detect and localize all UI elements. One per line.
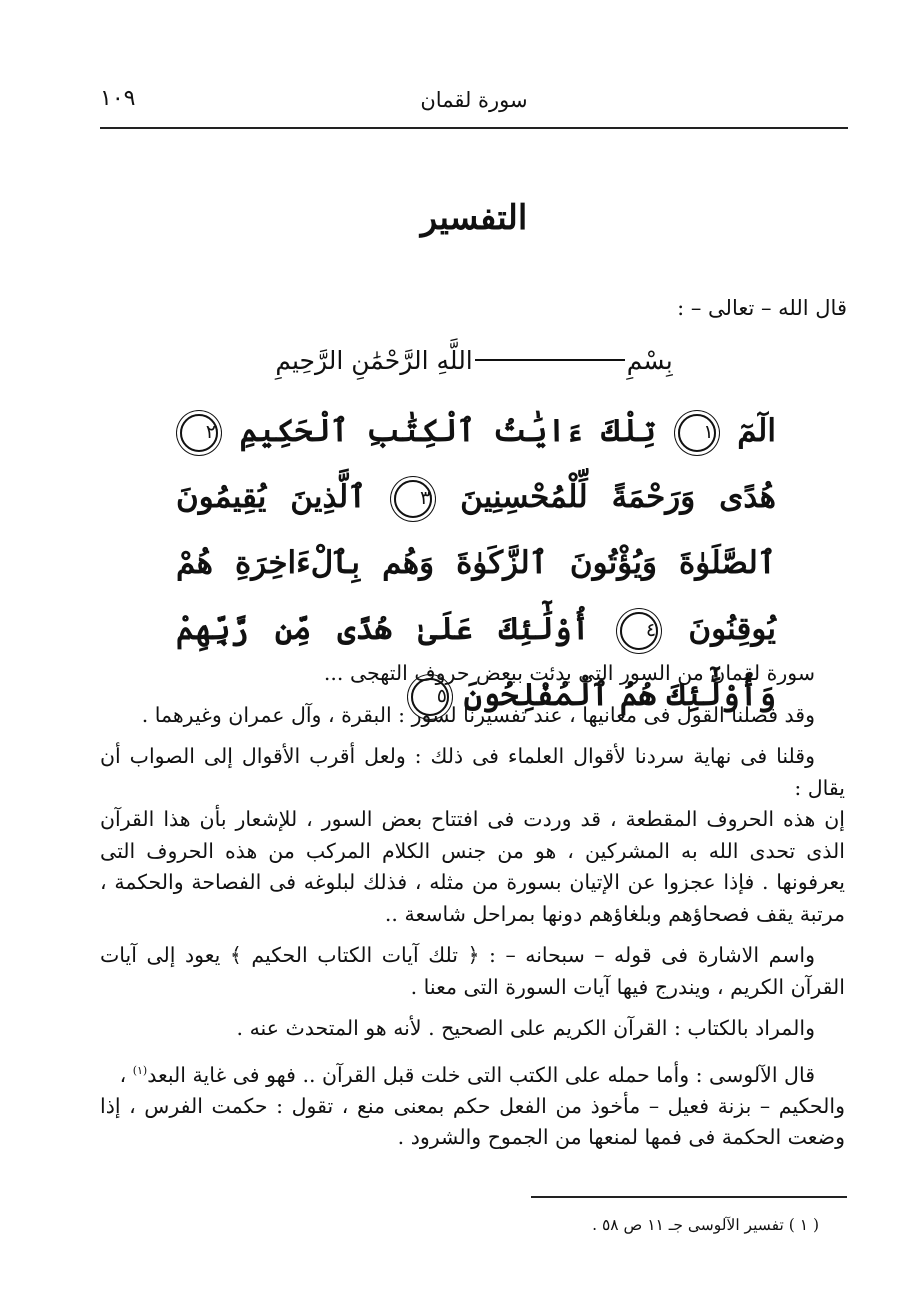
header-divider [100,127,848,129]
verse-text: تِلْكَ ءَايَٰتُ ٱلْكِتَٰبِ ٱلْحَكِيمِ [239,413,656,449]
running-header [100,84,848,118]
basmala-stretch [475,359,625,361]
paragraph: واسم الاشارة فى قوله – سبحانه – : ﴿ تلك آيات الكتاب الحكيم ﴾ يعود إلى آيات القرآن الكريم ، ويندرج فيها آيات السورة التى معنا . [100,943,845,999]
footnote: ( ١ ) تفسير الآلوسى جـ ١١ ص ٥٨ . [592,1216,819,1234]
paragraph: إن هذه الحروف المقطعة ، قد وردت فى افتتاح بعض السور ، للإشعار بأن هذا القرآن الذى تحدى الله به المشركين ، هو من جنس الكلام المركب من هذه الحروف التى يعرفونها . فإذا عجزوا عن الإتيان بسورة من مثله ، فذلك لبلوغه فى الفصاحة والحكمة ، مرتبة يقف فصحاؤهم وبلغاؤهم دونها بمراحل شاسعة .. [100,807,845,926]
surah-title: سورة لقمان [420,88,528,112]
verse-number-marker: ٤ [620,612,658,650]
section-title: التفسير [420,198,528,238]
commentary-body [100,658,845,1164]
verse-number-marker: ٥ [411,678,449,716]
verse-text: هُدًى وَرَحْمَةً لِّلْمُحْسِنِينَ [460,479,776,515]
page-number: ١٠٩ [100,86,136,111]
paragraph: والحكيم – بزنة فعيل – مأخوذ من الفعل حكم بمعنى منع ، تقول : حكمت الفرس ، إذا وضعت الحكمة فى فمها لمنعها من الجموح والشرود . [100,1093,845,1150]
footnote-divider [531,1196,847,1198]
intro-line: قال الله – تعالى – : [677,296,847,320]
verse-text: ٱلَّذِينَ يُقِيمُونَ ٱلصَّلَوٰةَ وَيُؤْتُونَ ٱلزَّكَوٰةَ وَهُم بِٱلْءَاخِرَةِ هُمْ يُوقِنُونَ [176,479,776,647]
verse-number-marker: ١ [678,414,716,452]
verse-number-marker: ٢ [180,414,218,452]
paragraph: وقد فصلنا القول فى معانيها ، عند تفسيرنا لسور : البقرة ، وآل عمران وغيرهما . [141,702,815,727]
verse-number-marker: ٣ [394,480,432,518]
paragraph: قال الآلوسى : وأما حمله على الكتب التى خلت قبل القرآن .. فهو فى غاية البعد$^{(١)}$ ، [119,1062,815,1087]
footnote-reference: (١) [132,1063,148,1077]
basmala-start: بِسْمِ [626,346,673,375]
paragraph: والمراد بالكتاب : القرآن الكريم على الصحيح . لأنه هو المتحدث عنه . [236,1016,815,1040]
basmala [100,346,848,375]
paragraph: وقلنا فى نهاية سردنا لأقوال العلماء فى ذلك : ولعل أقرب الأقوال إلى الصواب أن يقال : [100,744,845,800]
verse-text: الٓمٓ [737,413,776,449]
alusi-quote: قال الآلوسى : وأما حمله على الكتب التى خلت قبل القرآن .. فهو فى غاية البعد [147,1062,815,1087]
paragraph: سورة لقمان من السور التى بدئت ببعض حروف التهجى ... [323,661,815,685]
verse-text: أُوْلَٰٓئِكَ عَلَىٰ هُدًى مِّن رَّبِّهِمْ وَأُوْلَٰٓئِكَ هُمُ ٱلْمُفْلِحُونَ [176,611,776,713]
basmala-end: اللَّهِ الرَّحْمَٰنِ الرَّحِيمِ [275,346,473,375]
